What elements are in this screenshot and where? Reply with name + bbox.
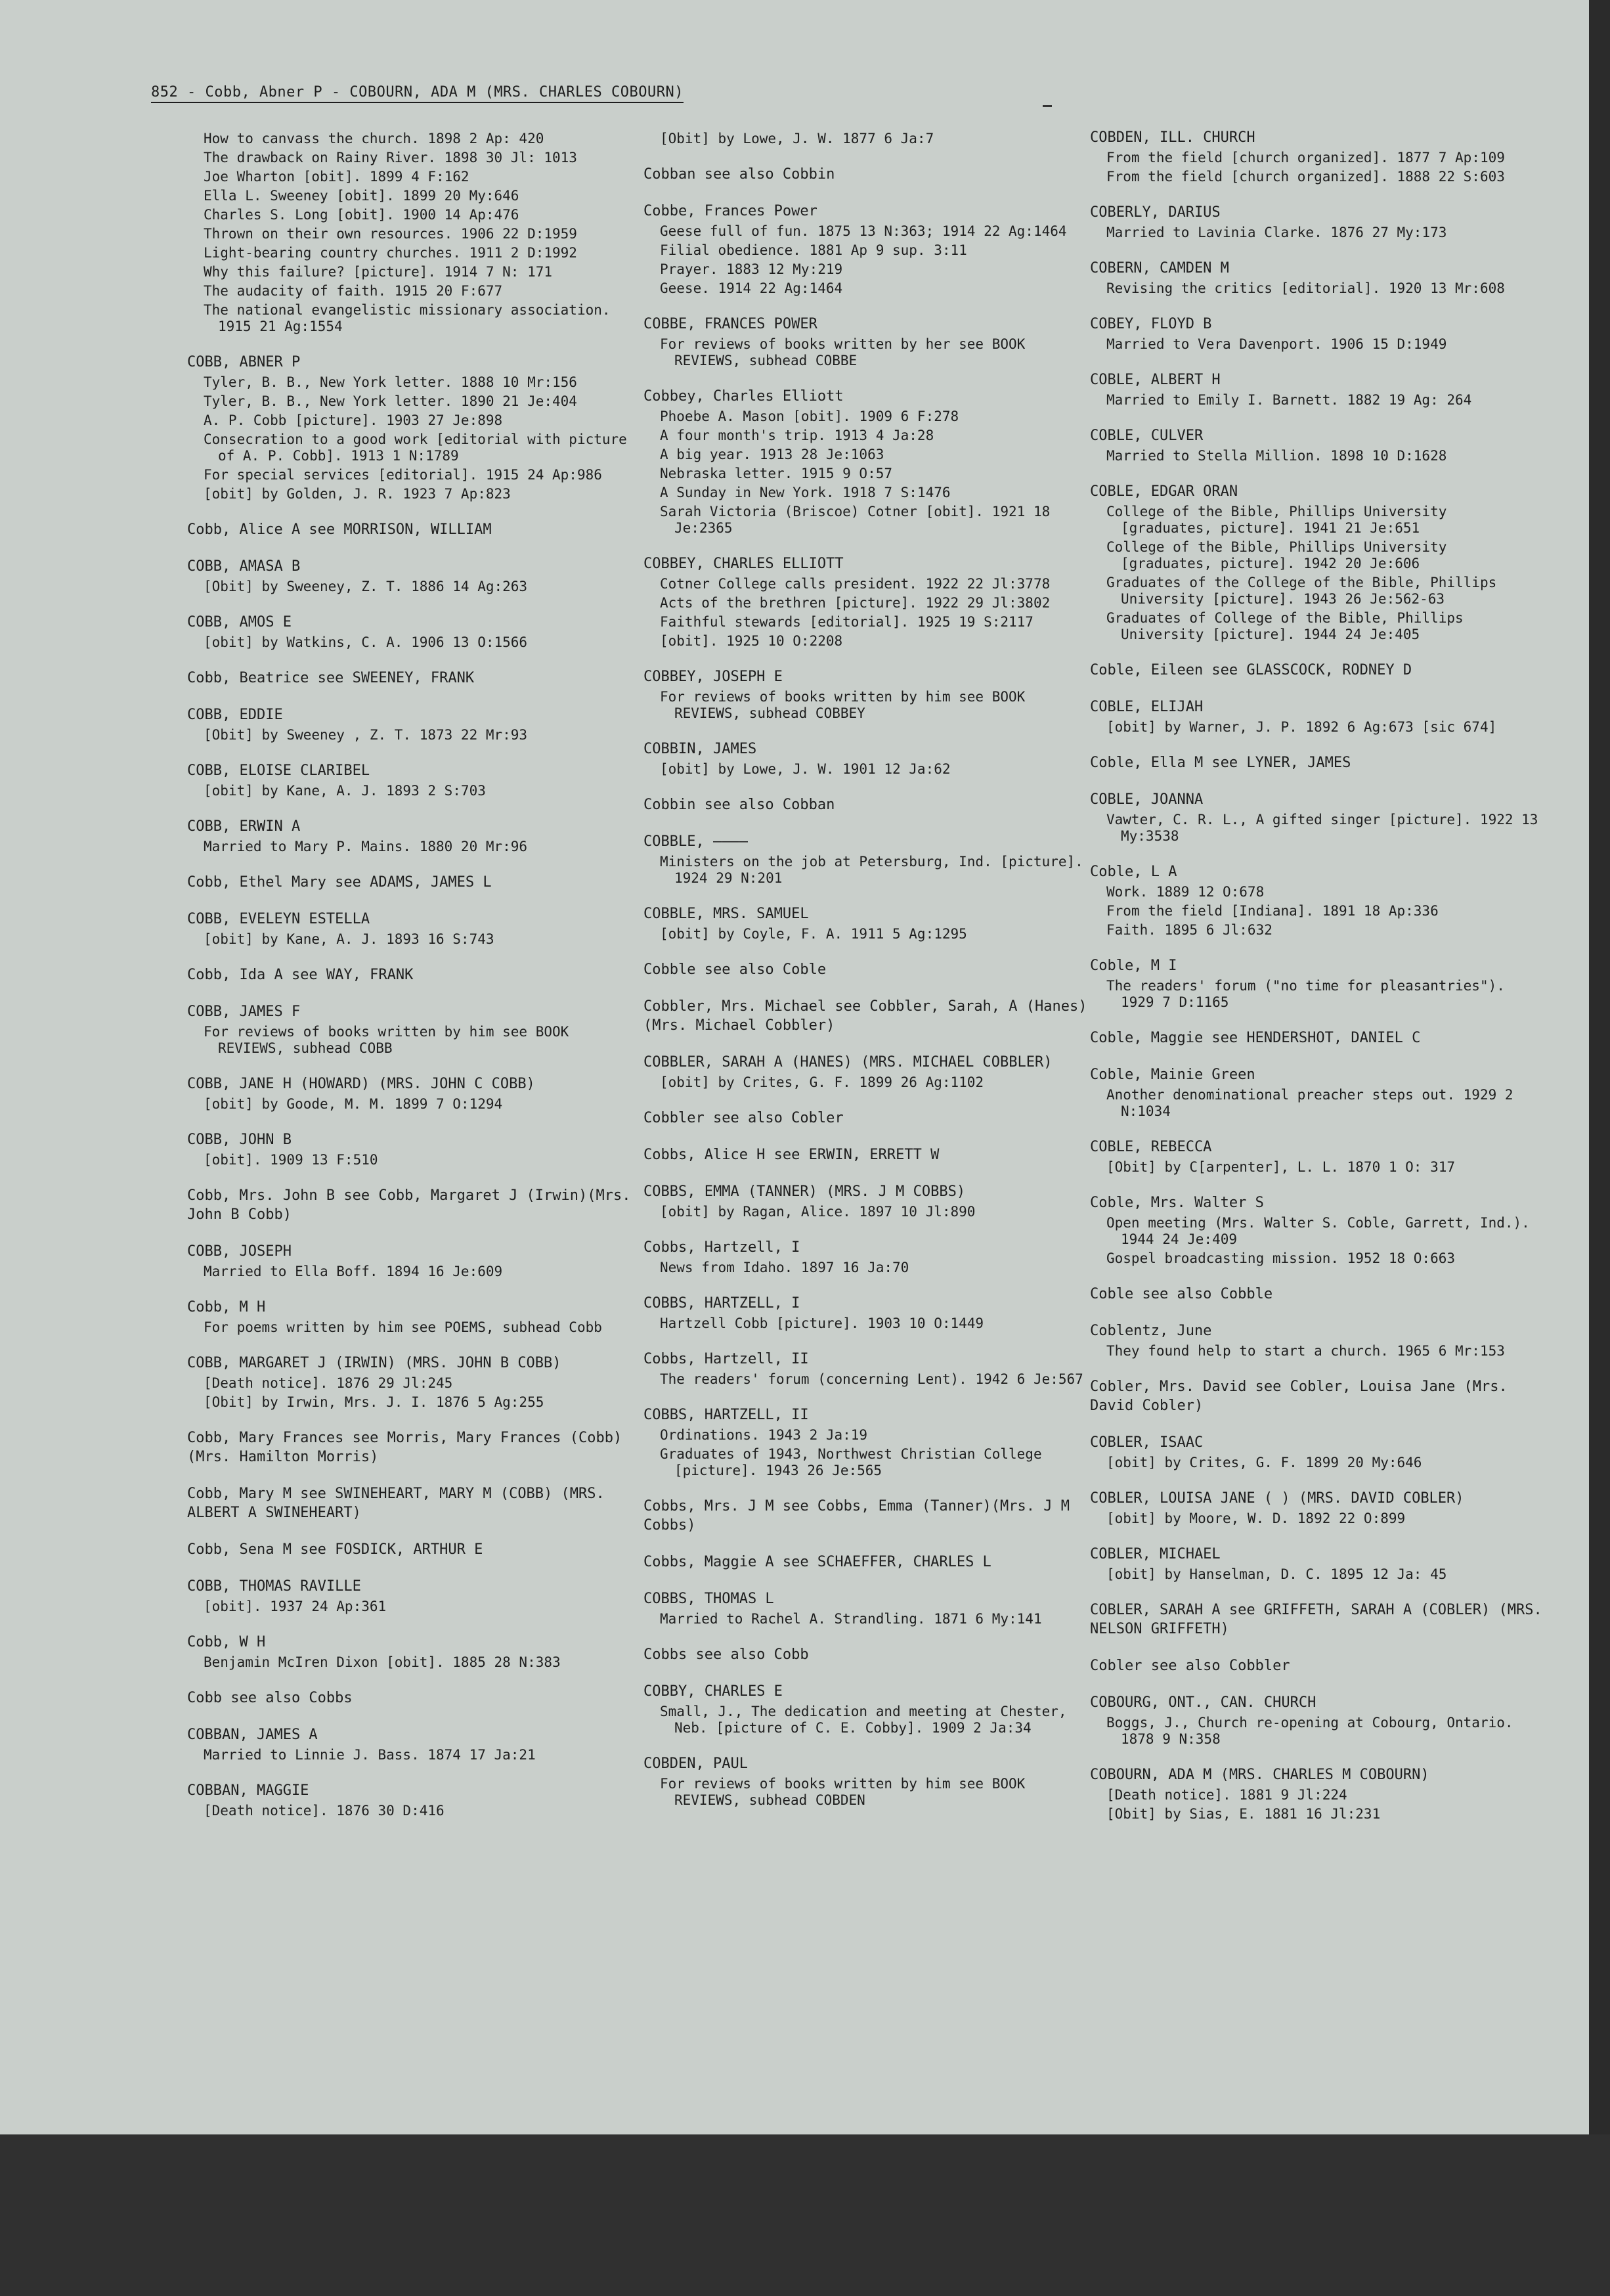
index-entry — [187, 1577, 640, 1615]
entry-heading: Cobble see also Coble — [643, 961, 827, 978]
entry-heading: COBBE, FRANCES POWER — [643, 316, 817, 332]
entry-citation: For reviews of books written by him see BOOK REVIEWS, subhead COBDEN — [660, 1776, 1026, 1808]
entry-citation: Ministers on the job at Petersburg, Ind. [picture]. 1924 29 N:201 — [660, 854, 1083, 886]
entry-citation: Married to Stella Million. 1898 10 D:1628 — [1106, 448, 1447, 464]
index-entry — [187, 1428, 640, 1467]
entry-citation: The audacity of faith. 1915 20 F:677 — [204, 283, 503, 299]
entry-heading: Coble, Ella M see LYNER, JAMES — [1090, 755, 1351, 771]
entry-citation: [Obit] by Sweeney , Z. T. 1873 22 Mr:93 — [204, 727, 528, 743]
entry-heading: COBBS, EMMA (TANNER) (MRS. J M COBBS) — [643, 1183, 966, 1200]
entry-citation: News from Idaho. 1897 16 Ja:70 — [660, 1260, 909, 1275]
index-entry — [1090, 661, 1543, 680]
index-entry — [643, 1553, 1097, 1572]
index-entry — [1090, 1321, 1543, 1359]
entry-heading: Cobbler, Mrs. Michael see Cobbler, Sarah, A (Hanes)(Mrs. Michael Cobbler) — [643, 998, 1087, 1034]
entry-citation: The drawback on Rainy River. 1898 30 Jl: 1013 — [204, 150, 577, 166]
index-entry — [187, 761, 640, 799]
entry-heading: COBDEN, ILL. CHURCH — [1090, 129, 1255, 146]
entry-heading: COBBLE, MRS. SAMUEL — [643, 906, 809, 922]
entry-heading: COBB, ABNER P — [187, 354, 301, 370]
entry-citation: Charles S. Long [obit]. 1900 14 Ap:476 — [204, 207, 519, 223]
index-entry — [1090, 370, 1543, 408]
index-entry — [643, 997, 1097, 1035]
entry-citation: Ordinations. 1943 2 Ja:19 — [660, 1427, 868, 1443]
entry-citation: Revising the critics [editorial]. 1920 13 Mr:608 — [1106, 280, 1505, 296]
entry-citation: Married to Vera Davenport. 1906 15 D:1949 — [1106, 336, 1447, 352]
entry-citation: [obit] by Coyle, F. A. 1911 5 Ag:1295 — [660, 926, 967, 942]
entry-citation: [obit] by Moore, W. D. 1892 22 O:899 — [1106, 1511, 1406, 1526]
index-entry — [643, 795, 1097, 814]
index-entry — [1090, 128, 1543, 185]
entry-citation: The readers' forum ("no time for pleasantries"). 1929 7 D:1165 — [1106, 978, 1505, 1010]
entry-heading: Coble, L A — [1090, 864, 1177, 880]
entry-citation: Geese full of fun. 1875 13 N:363; 1914 22 Ag:1464 — [660, 223, 1067, 239]
entry-citation: [obit]. 1937 24 Ap:361 — [204, 1599, 387, 1614]
index-entry — [1090, 697, 1543, 736]
entry-citation: Prayer. 1883 12 My:219 — [660, 261, 843, 277]
index-entry — [187, 910, 640, 948]
entry-citation: Sarah Victoria (Briscoe) Cotner [obit]. 1921 18 Je:2365 — [660, 504, 1051, 536]
entry-heading: Cobbs see also Cobb — [643, 1646, 809, 1663]
entry-citation: Phoebe A. Mason [obit]. 1909 6 F:278 — [660, 408, 959, 424]
entry-heading: COBBLER, SARAH A (HANES) (MRS. MICHAEL COBBLER) — [643, 1054, 1053, 1071]
entry-heading: COBERN, CAMDEN M — [1090, 260, 1229, 276]
entry-heading: Cobbe, Frances Power — [643, 203, 817, 219]
entry-heading: COBBEY, JOSEPH E — [643, 669, 783, 685]
index-entry — [187, 1002, 640, 1057]
entry-heading: Coble, Mainie Green — [1090, 1067, 1255, 1083]
index-entry — [643, 1589, 1097, 1627]
index-entry — [643, 1053, 1097, 1091]
index-entry — [1090, 753, 1543, 772]
entry-citation: Married to Emily I. Barnett. 1882 19 Ag: 264 — [1106, 392, 1472, 408]
index-entry — [643, 740, 1097, 778]
entry-heading: COBBS, HARTZELL, II — [643, 1407, 809, 1423]
entry-citation: Faithful stewards [editorial]. 1925 19 S:2117 — [660, 614, 1033, 630]
index-entry — [187, 1633, 640, 1671]
entry-citation: Married to Rachel A. Strandling. 1871 6 My:141 — [660, 1611, 1042, 1627]
entry-citation: Small, J., The dedication and meeting at Chester, Neb. [picture of C. E. Cobby]. 1909 2 Ja:34 — [660, 1704, 1067, 1736]
entry-heading: Cobb, Ida A see WAY, FRANK — [187, 967, 414, 983]
index-entry — [1090, 1601, 1543, 1639]
index-entry — [187, 705, 640, 743]
entry-citation: A big year. 1913 28 Je:1063 — [660, 447, 884, 462]
entry-heading: COBOURN, ADA M (MRS. CHARLES M COBOURN) — [1090, 1767, 1429, 1783]
entry-heading: COBB, JOHN B — [187, 1132, 292, 1148]
index-entry — [1090, 1765, 1543, 1822]
index-entry — [187, 1354, 640, 1411]
entry-citation: For poems written by him see POEMS, subhead Cobb — [204, 1319, 602, 1335]
entry-citation: [obit] by Warner, J. P. 1892 6 Ag:673 [sic 674] — [1106, 719, 1497, 735]
entry-heading: COBLER, ISAAC — [1090, 1434, 1204, 1451]
entry-citation: Faith. 1895 6 Jl:632 — [1106, 922, 1273, 938]
entry-heading: Cobbs, Alice H see ERWIN, ERRETT W — [643, 1147, 940, 1163]
entry-heading: COBB, JAMES F — [187, 1004, 301, 1020]
index-entry — [1090, 956, 1543, 1011]
index-entry — [643, 667, 1097, 722]
entry-citation: Why this failure? [picture]. 1914 7 N: 171 — [204, 264, 553, 280]
entry-heading: COBBAN, MAGGIE — [187, 1782, 309, 1799]
index-entry — [1090, 1137, 1543, 1176]
entry-heading: COBB, JOSEPH — [187, 1243, 292, 1260]
index-entry — [187, 353, 640, 502]
index-entry — [187, 1074, 640, 1113]
entry-heading: Cobbin see also Cobban — [643, 797, 835, 813]
column-1 — [187, 128, 640, 1837]
index-entry — [1090, 482, 1543, 643]
entry-citation: [obit] by Crites, G. F. 1899 20 My:646 — [1106, 1455, 1422, 1470]
index-entry — [1090, 1285, 1543, 1304]
index-entry — [643, 202, 1097, 297]
entry-citation: [obit] by Kane, A. J. 1893 16 S:743 — [204, 931, 494, 947]
entry-heading: Coble see also Cobble — [1090, 1286, 1273, 1302]
stray-mark — [1043, 105, 1052, 107]
entry-citation: Married to Linnie J. Bass. 1874 17 Ja:21 — [204, 1747, 536, 1763]
entry-heading: COBOURG, ONT., CAN. CHURCH — [1090, 1694, 1316, 1711]
entry-citation: [obit] by Kane, A. J. 1893 2 S:703 — [204, 783, 486, 799]
entry-citation: [Obit] by Sweeney, Z. T. 1886 14 Ag:263 — [204, 579, 528, 594]
index-entry — [1090, 1489, 1543, 1527]
index-entry — [1090, 1656, 1543, 1675]
entry-heading: COBLE, JOANNA — [1090, 791, 1204, 808]
page-header: 852 - Cobb, Abner P - COBOURN, ADA M (MRS. CHARLES COBOURN) — [151, 84, 684, 103]
entry-citation: Tyler, B. B., New York letter. 1888 10 Mr:156 — [204, 374, 577, 390]
entry-citation: The national evangelistic missionary association. 1915 21 Ag:1554 — [204, 302, 611, 334]
index-entry — [187, 557, 640, 595]
entry-citation: Boggs, J., Church re-opening at Cobourg, Ontario. 1878 9 N:358 — [1106, 1715, 1513, 1747]
entry-citation: For reviews of books written by him see BOOK REVIEWS, subhead COBBEY — [660, 689, 1026, 721]
index-entry — [187, 1186, 640, 1224]
entry-citation: [obit] by Ragan, Alice. 1897 10 Jl:890 — [660, 1204, 976, 1220]
index-entry — [643, 1182, 1097, 1220]
entry-citation: [Obit] by Lowe, J. W. 1877 6 Ja:7 — [660, 131, 934, 146]
entry-citation: Light-bearing country churches. 1911 2 D:1992 — [204, 245, 577, 261]
entry-citation: [obit] by Crites, G. F. 1899 26 Ag:1102 — [660, 1074, 984, 1090]
entry-citation: Geese. 1914 22 Ag:1464 — [660, 280, 843, 296]
entry-citation: Open meeting (Mrs. Walter S. Coble, Garrett, Ind.). 1944 24 Je:409 — [1106, 1215, 1530, 1247]
entry-citation: From the field [Indiana]. 1891 18 Ap:336 — [1106, 903, 1439, 919]
entry-heading: Cobb, Beatrice see SWEENEY, FRANK — [187, 670, 475, 686]
index-entry — [1090, 1377, 1543, 1415]
entry-citation: Graduates of College of the Bible, Phillips University [picture]. 1944 24 Je:405 — [1106, 610, 1464, 642]
scan-background — [0, 2134, 1610, 2296]
index-entry — [643, 1405, 1097, 1479]
entry-citation: Nebraska letter. 1915 9 O:57 — [660, 466, 893, 481]
index-entry — [643, 960, 1097, 979]
entry-citation: Filial obedience. 1881 Ap 9 sup. 3:11 — [660, 242, 967, 258]
entry-heading: Coble, Mrs. Walter S — [1090, 1195, 1264, 1211]
entry-citation: Thrown on their own resources. 1906 22 D:1959 — [204, 226, 577, 242]
entry-citation: Married to Lavinia Clarke. 1876 27 My:173 — [1106, 225, 1447, 240]
entry-heading: Cobler see also Cobbler — [1090, 1658, 1290, 1674]
index-entry — [1090, 1433, 1543, 1471]
entry-citation: [obit] by Hanselman, D. C. 1895 12 Ja: 45 — [1106, 1566, 1447, 1582]
index-entry — [1090, 426, 1543, 464]
index-entry — [187, 1130, 640, 1168]
entry-citation: [Obit] by C[arpenter], L. L. 1870 1 O: 317 — [1106, 1159, 1456, 1175]
entry-citation: They found help to start a church. 1965 6 Mr:153 — [1106, 1343, 1505, 1359]
entry-heading: COBLE, ELIJAH — [1090, 699, 1204, 715]
entry-citation: [Death notice]. 1876 29 Jl:245 — [204, 1375, 453, 1391]
entry-heading: Cobb, Sena M see FOSDICK, ARTHUR E — [187, 1541, 483, 1558]
entry-citation: A four month's trip. 1913 4 Ja:28 — [660, 428, 934, 443]
index-entry — [1090, 315, 1543, 353]
index-entry — [187, 669, 640, 688]
entry-heading: COBB, MARGARET J (IRWIN) (MRS. JOHN B COBB) — [187, 1355, 561, 1371]
index-entry — [643, 1238, 1097, 1276]
index-entry — [643, 1350, 1097, 1388]
index-entry — [187, 1689, 640, 1708]
entry-heading: COBBS, THOMAS L — [643, 1591, 774, 1607]
entry-citation: Married to Ella Boff. 1894 16 Je:609 — [204, 1264, 503, 1279]
entry-citation: For special services [editorial]. 1915 24 Ap:986 — [204, 467, 602, 483]
entry-heading: COBLE, EDGAR ORAN — [1090, 483, 1238, 500]
entry-heading: Cobbey, Charles Elliott — [643, 388, 844, 405]
index-entry — [643, 1754, 1097, 1809]
entry-heading: Cobbs, Mrs. J M see Cobbs, Emma (Tanner)(Mrs. J M Cobbs) — [643, 1498, 1070, 1534]
entry-citation: From the field [church organized]. 1888 22 S:603 — [1106, 169, 1505, 185]
entry-heading: COBB, AMASA B — [187, 558, 301, 575]
entry-citation: For reviews of books written by her see BOOK REVIEWS, subhead COBBE — [660, 336, 1026, 368]
entry-citation: A. P. Cobb [picture]. 1903 27 Je:898 — [204, 412, 503, 428]
entry-heading: COBDEN, PAUL — [643, 1755, 748, 1772]
entry-citation: A Sunday in New York. 1918 7 S:1476 — [660, 485, 951, 500]
entry-citation: [obit]. 1925 10 O:2208 — [660, 633, 843, 649]
index-entry — [1090, 1545, 1543, 1583]
entry-heading: COBLER, LOUISA JANE ( ) (MRS. DAVID COBLER) — [1090, 1490, 1464, 1507]
entry-heading: COBB, ERWIN A — [187, 818, 301, 835]
entry-citation: [Death notice]. 1876 30 D:416 — [204, 1803, 445, 1819]
entry-citation: Gospel broadcasting mission. 1952 18 O:663 — [1106, 1250, 1456, 1266]
entry-citation: [obit] by Golden, J. R. 1923 7 Ap:823 — [204, 486, 511, 502]
entry-citation: Graduates of 1943, Northwest Christian College [picture]. 1943 26 Je:565 — [660, 1446, 1042, 1478]
entry-citation: Vawter, C. R. L., A gifted singer [picture]. 1922 13 My:3538 — [1106, 812, 1538, 844]
index-entry — [1090, 1028, 1543, 1048]
entry-citation: From the field [church organized]. 1877 7 Ap:109 — [1106, 150, 1505, 166]
entry-heading: Coble, M I — [1090, 958, 1177, 974]
entry-citation: [Death notice]. 1881 9 Jl:224 — [1106, 1787, 1347, 1803]
entry-heading: Cobb, Alice A see MORRISON, WILLIAM — [187, 521, 492, 538]
entry-heading: Cobler, Mrs. David see Cobler, Louisa Jane (Mrs. David Cobler) — [1090, 1379, 1508, 1414]
entry-citation: College of the Bible, Phillips University [graduates, picture]. 1941 21 Je:651 — [1106, 504, 1447, 536]
index-entry — [187, 520, 640, 539]
entry-heading: COBBEY, CHARLES ELLIOTT — [643, 556, 844, 572]
index-entry — [643, 554, 1097, 650]
entry-heading: COBERLY, DARIUS — [1090, 204, 1221, 221]
index-entry — [187, 131, 640, 335]
index-entry — [643, 1145, 1097, 1164]
index-entry — [187, 1242, 640, 1280]
entry-heading: COBB, EDDIE — [187, 707, 283, 723]
entry-citation: Married to Mary P. Mains. 1880 20 Mr:96 — [204, 839, 528, 854]
entry-citation: Another denominational preacher steps out. 1929 2 N:1034 — [1106, 1087, 1513, 1119]
entry-heading: Coble, Eileen see GLASSCOCK, RODNEY D — [1090, 662, 1412, 678]
entry-citation: Hartzell Cobb [picture]. 1903 10 O:1449 — [660, 1315, 984, 1331]
entry-citation: Work. 1889 12 O:678 — [1106, 884, 1265, 900]
entry-heading: Cobbs, Hartzell, II — [643, 1351, 809, 1367]
entry-citation: [obit]. 1909 13 F:510 — [204, 1152, 378, 1168]
index-entry — [643, 1294, 1097, 1332]
entry-citation: The readers' forum (concerning Lent). 1942 6 Je:567 — [660, 1371, 1083, 1387]
index-entry — [187, 1781, 640, 1819]
entry-heading: Cobb, W H — [187, 1634, 266, 1650]
entry-citation: [obit] by Lowe, J. W. 1901 12 Ja:62 — [660, 761, 951, 777]
column-3 — [1090, 128, 1543, 1840]
entry-heading: COBLE, CULVER — [1090, 428, 1204, 444]
entry-citation: College of the Bible, Phillips University [graduates, picture]. 1942 20 Je:606 — [1106, 539, 1447, 571]
index-entry — [187, 1484, 640, 1522]
entry-heading: Cobb, Ethel Mary see ADAMS, JAMES L — [187, 874, 492, 891]
entry-citation: How to canvass the church. 1898 2 Ap: 420 — [204, 131, 544, 146]
index-entry — [1090, 1193, 1543, 1267]
entry-citation: Consecration to a good work [editorial with picture of A. P. Cobb]. 1913 1 N:1789 — [204, 431, 627, 464]
entry-heading: Cobban see also Cobbin — [643, 166, 835, 183]
index-entry — [187, 1540, 640, 1559]
entry-citation: Joe Wharton [obit]. 1899 4 F:162 — [204, 169, 469, 185]
entry-heading: Cobb, Mrs. John B see Cobb, Margaret J (Irwin)(Mrs. John B Cobb) — [187, 1187, 631, 1223]
entry-heading: COBB, AMOS E — [187, 614, 292, 630]
index-entry — [643, 1682, 1097, 1736]
entry-citation: [obit] by Watkins, C. A. 1906 13 O:1566 — [204, 634, 528, 650]
index-entry — [1090, 1065, 1543, 1120]
entry-citation: Graduates of the College of the Bible, Phillips University [picture]. 1943 26 Je:562-63 — [1106, 575, 1497, 607]
index-entry — [187, 1298, 640, 1336]
entry-citation: [Obit] by Irwin, Mrs. J. I. 1876 5 Ag:255 — [204, 1394, 544, 1410]
entry-heading: Cobb, M H — [187, 1299, 266, 1315]
entry-heading: COBBY, CHARLES E — [643, 1683, 783, 1700]
index-entry — [187, 613, 640, 651]
entry-heading: Cobb see also Cobbs — [187, 1690, 353, 1706]
index-entry — [187, 873, 640, 892]
index-entry — [643, 832, 1097, 887]
index-entry — [643, 165, 1097, 184]
entry-heading: COBLER, SARAH A see GRIFFETH, SARAH A (COBLER) (MRS. NELSON GRIFFETH) — [1090, 1602, 1542, 1637]
entry-citation: Ella L. Sweeney [obit]. 1899 20 My:646 — [204, 188, 519, 204]
entry-citation: [obit] by Goode, M. M. 1899 7 O:1294 — [204, 1096, 503, 1112]
index-entry — [643, 1109, 1097, 1128]
entry-heading: Cobbler see also Cobler — [643, 1110, 844, 1126]
column-2 — [643, 128, 1097, 1826]
entry-heading: COBLE, ALBERT H — [1090, 372, 1221, 388]
entry-heading: COBB, JANE H (HOWARD) (MRS. JOHN C COBB) — [187, 1076, 535, 1092]
entry-citation: Benjamin McIren Dixon [obit]. 1885 28 N:383 — [204, 1654, 561, 1670]
index-entry — [187, 1725, 640, 1763]
entry-heading: Cobb, Mary Frances see Morris, Mary Frances (Cobb) (Mrs. Hamilton Morris) — [187, 1430, 622, 1465]
entry-heading: COBBIN, JAMES — [643, 741, 757, 757]
entry-heading: Cobbs, Hartzell, I — [643, 1239, 800, 1256]
index-entry — [643, 387, 1097, 537]
entry-heading: Coble, Maggie see HENDERSHOT, DANIEL C — [1090, 1030, 1421, 1046]
entry-citation: For reviews of books written by him see BOOK REVIEWS, subhead COBB — [204, 1024, 569, 1056]
entry-heading: COBB, ELOISE CLARIBEL — [187, 762, 370, 779]
entry-heading: COBB, THOMAS RAVILLE — [187, 1578, 361, 1595]
index-entry — [1090, 203, 1543, 241]
index-entry — [643, 904, 1097, 942]
index-entry — [1090, 862, 1543, 938]
entry-heading: Cobbs, Maggie A see SCHAEFFER, CHARLES L — [643, 1554, 991, 1570]
entry-citation: Tyler, B. B., New York letter. 1890 21 Je:404 — [204, 393, 577, 409]
entry-citation: Cotner College calls president. 1922 22 Jl:3778 — [660, 576, 1051, 592]
index-entry — [1090, 790, 1543, 845]
entry-citation: Acts of the brethren [picture]. 1922 29 Jl:3802 — [660, 595, 1051, 611]
index-entry — [643, 131, 1097, 147]
index-entry — [1090, 1693, 1543, 1748]
entry-heading: COBBAN, JAMES A — [187, 1727, 318, 1743]
entry-heading: COBEY, FLOYD B — [1090, 316, 1212, 332]
index-entry — [643, 315, 1097, 369]
entry-heading: COBLER, MICHAEL — [1090, 1546, 1221, 1562]
entry-heading: COBLE, REBECCA — [1090, 1139, 1212, 1155]
entry-citation: [Obit] by Sias, E. 1881 16 Jl:231 — [1106, 1806, 1381, 1822]
index-entry — [643, 1645, 1097, 1664]
entry-heading: COBBS, HARTZELL, I — [643, 1295, 800, 1312]
entry-heading: Coblentz, June — [1090, 1323, 1212, 1339]
index-entry — [187, 817, 640, 855]
entry-heading: COBB, EVELEYN ESTELLA — [187, 911, 370, 927]
index-entry — [1090, 259, 1543, 297]
entry-heading: Cobb, Mary M see SWINEHEART, MARY M (COBB) (MRS. ALBERT A SWINEHEART) — [187, 1486, 605, 1521]
entry-heading: COBBLE, ———— — [643, 833, 748, 850]
index-entry — [187, 965, 640, 984]
index-entry — [643, 1497, 1097, 1535]
